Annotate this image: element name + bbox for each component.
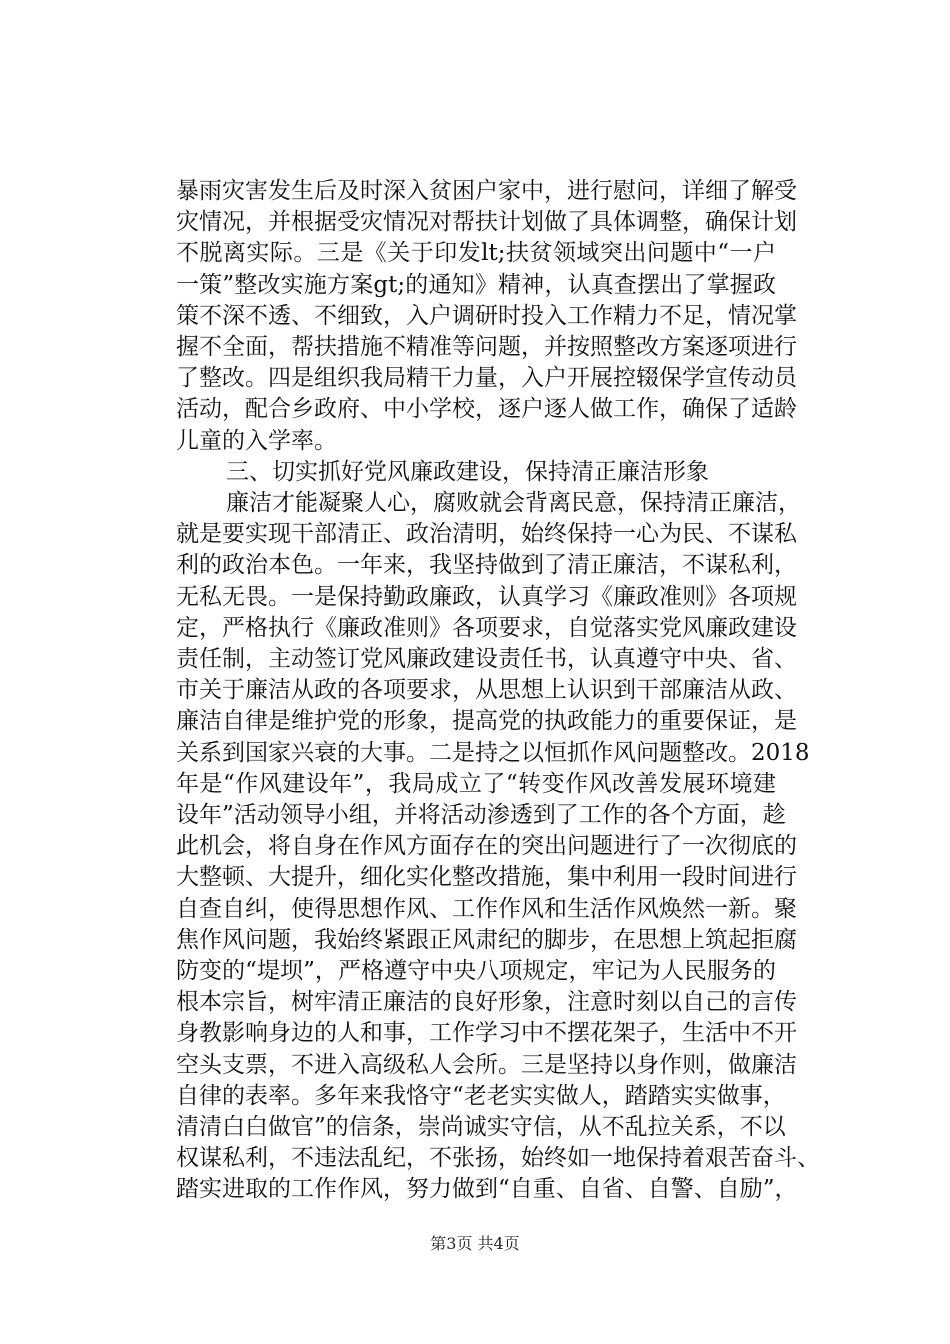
paragraph-line: 年是“作风建设年”，我局成立了“转变作风改善发展环境建 [176,770,776,797]
paragraph-line: 廉洁才能凝聚人心，腐败就会背离民意，保持清正廉洁， [226,490,801,516]
paragraph-line: 空头支票，不进入高级私人会所。三是坚持以身作则，做廉洁 [176,1051,797,1078]
paragraph-line: 权谋私利，不违法乱纪，不张扬，始终如一地保持着艰苦奋斗、 [176,1145,820,1172]
paragraph-line: 此机会，将自身在作风方面存在的突出问题进行了一次彻底的 [176,833,797,860]
paragraph-line: 防变的“堤坝”，严格遵守中央八项规定，牢记为人民服务的 [176,958,776,984]
paragraph-line: 定，严格执行《廉政准则》各项要求，自觉落实党风廉政建设 [176,614,797,641]
paragraph-line: 市关于廉洁从政的各项要求，从思想上认识到干部廉洁从政、 [176,677,797,704]
paragraph-line: 关系到国家兴衰的大事。二是持之以恒抓作风问题整改。2018 [176,739,810,766]
paragraph-line: 儿童的入学率。 [176,427,337,454]
paragraph-line: 大整顿、大提升，细化实化整改措施，集中利用一段时间进行 [176,864,797,891]
paragraph-line: 就是要实现干部清正、政治清明，始终保持一心为民、不谋私 [176,521,797,548]
paragraph-line: 清清白白做官”的信条，崇尚诚实守信，从不乱拉关系，不以 [176,1114,786,1140]
paragraph-line: 自查自纠，使得思想作风、工作作风和生活作风焕然一新。聚 [176,895,797,922]
paragraph-line: 了整改。四是组织我局精干力量，入户开展控辍保学宣传动员 [176,365,797,392]
paragraph-line: 握不全面，帮扶措施不精准等问题，并按照整改方案逐项进行 [176,334,797,360]
page-number-footer: 第3页 共4页 [430,1234,520,1253]
paragraph-line: 廉洁自律是维护党的形象，提高党的执政能力的重要保证，是 [176,708,797,735]
paragraph-line: 责任制，主动签订党风廉政建设责任书，认真遵守中央、省、 [176,646,797,672]
paragraph-line: 无私无畏。一是保持勤政廉政，认真学习《廉政准则》各项规 [176,583,797,610]
paragraph-line: 活动，配合乡政府、中小学校，逐户逐人做工作，确保了适龄 [176,396,797,423]
paragraph-line: 根本宗旨，树牢清正廉洁的良好形象，注意时刻以自己的言传 [176,989,797,1016]
paragraph-line: 暴雨灾害发生后及时深入贫困户家中，进行慰问，详细了解受 [176,178,797,204]
paragraph-line: 灾情况，并根据受灾情况对帮扶计划做了具体调整，确保计划 [176,209,797,236]
paragraph-line: 踏实进取的工作作风，努力做到“自重、自省、自警、自励”， [176,1176,798,1203]
paragraph-line: 策不深不透、不细致，入户调研时投入工作精力不足，情况掌 [176,302,797,329]
paragraph-line: 一策”整改实施方案gt;的通知》精神，认真查摆出了掌握政 [176,271,776,298]
paragraph-line: 不脱离实际。三是《关于印发lt;扶贫领域突出问题中“一户 [176,240,776,267]
paragraph-line: 焦作风问题，我始终紧跟正风肃纪的脚步，在思想上筑起拒腐 [176,926,797,953]
paragraph-line: 利的政治本色。一年来，我坚持做到了清正廉洁，不谋私利， [176,552,797,579]
paragraph-line: 自律的表率。多年来我恪守“老老实实做人，踏踏实实做事， [176,1082,786,1109]
paragraph-line: 身教影响身边的人和事，工作学习中不摆花架子，生活中不开 [176,1020,797,1047]
paragraph-line: 设年”活动领导小组，并将活动渗透到了工作的各个方面，趁 [176,802,786,828]
section-heading: 三、切实抓好党风廉政建设，保持清正廉洁形象 [226,458,709,485]
